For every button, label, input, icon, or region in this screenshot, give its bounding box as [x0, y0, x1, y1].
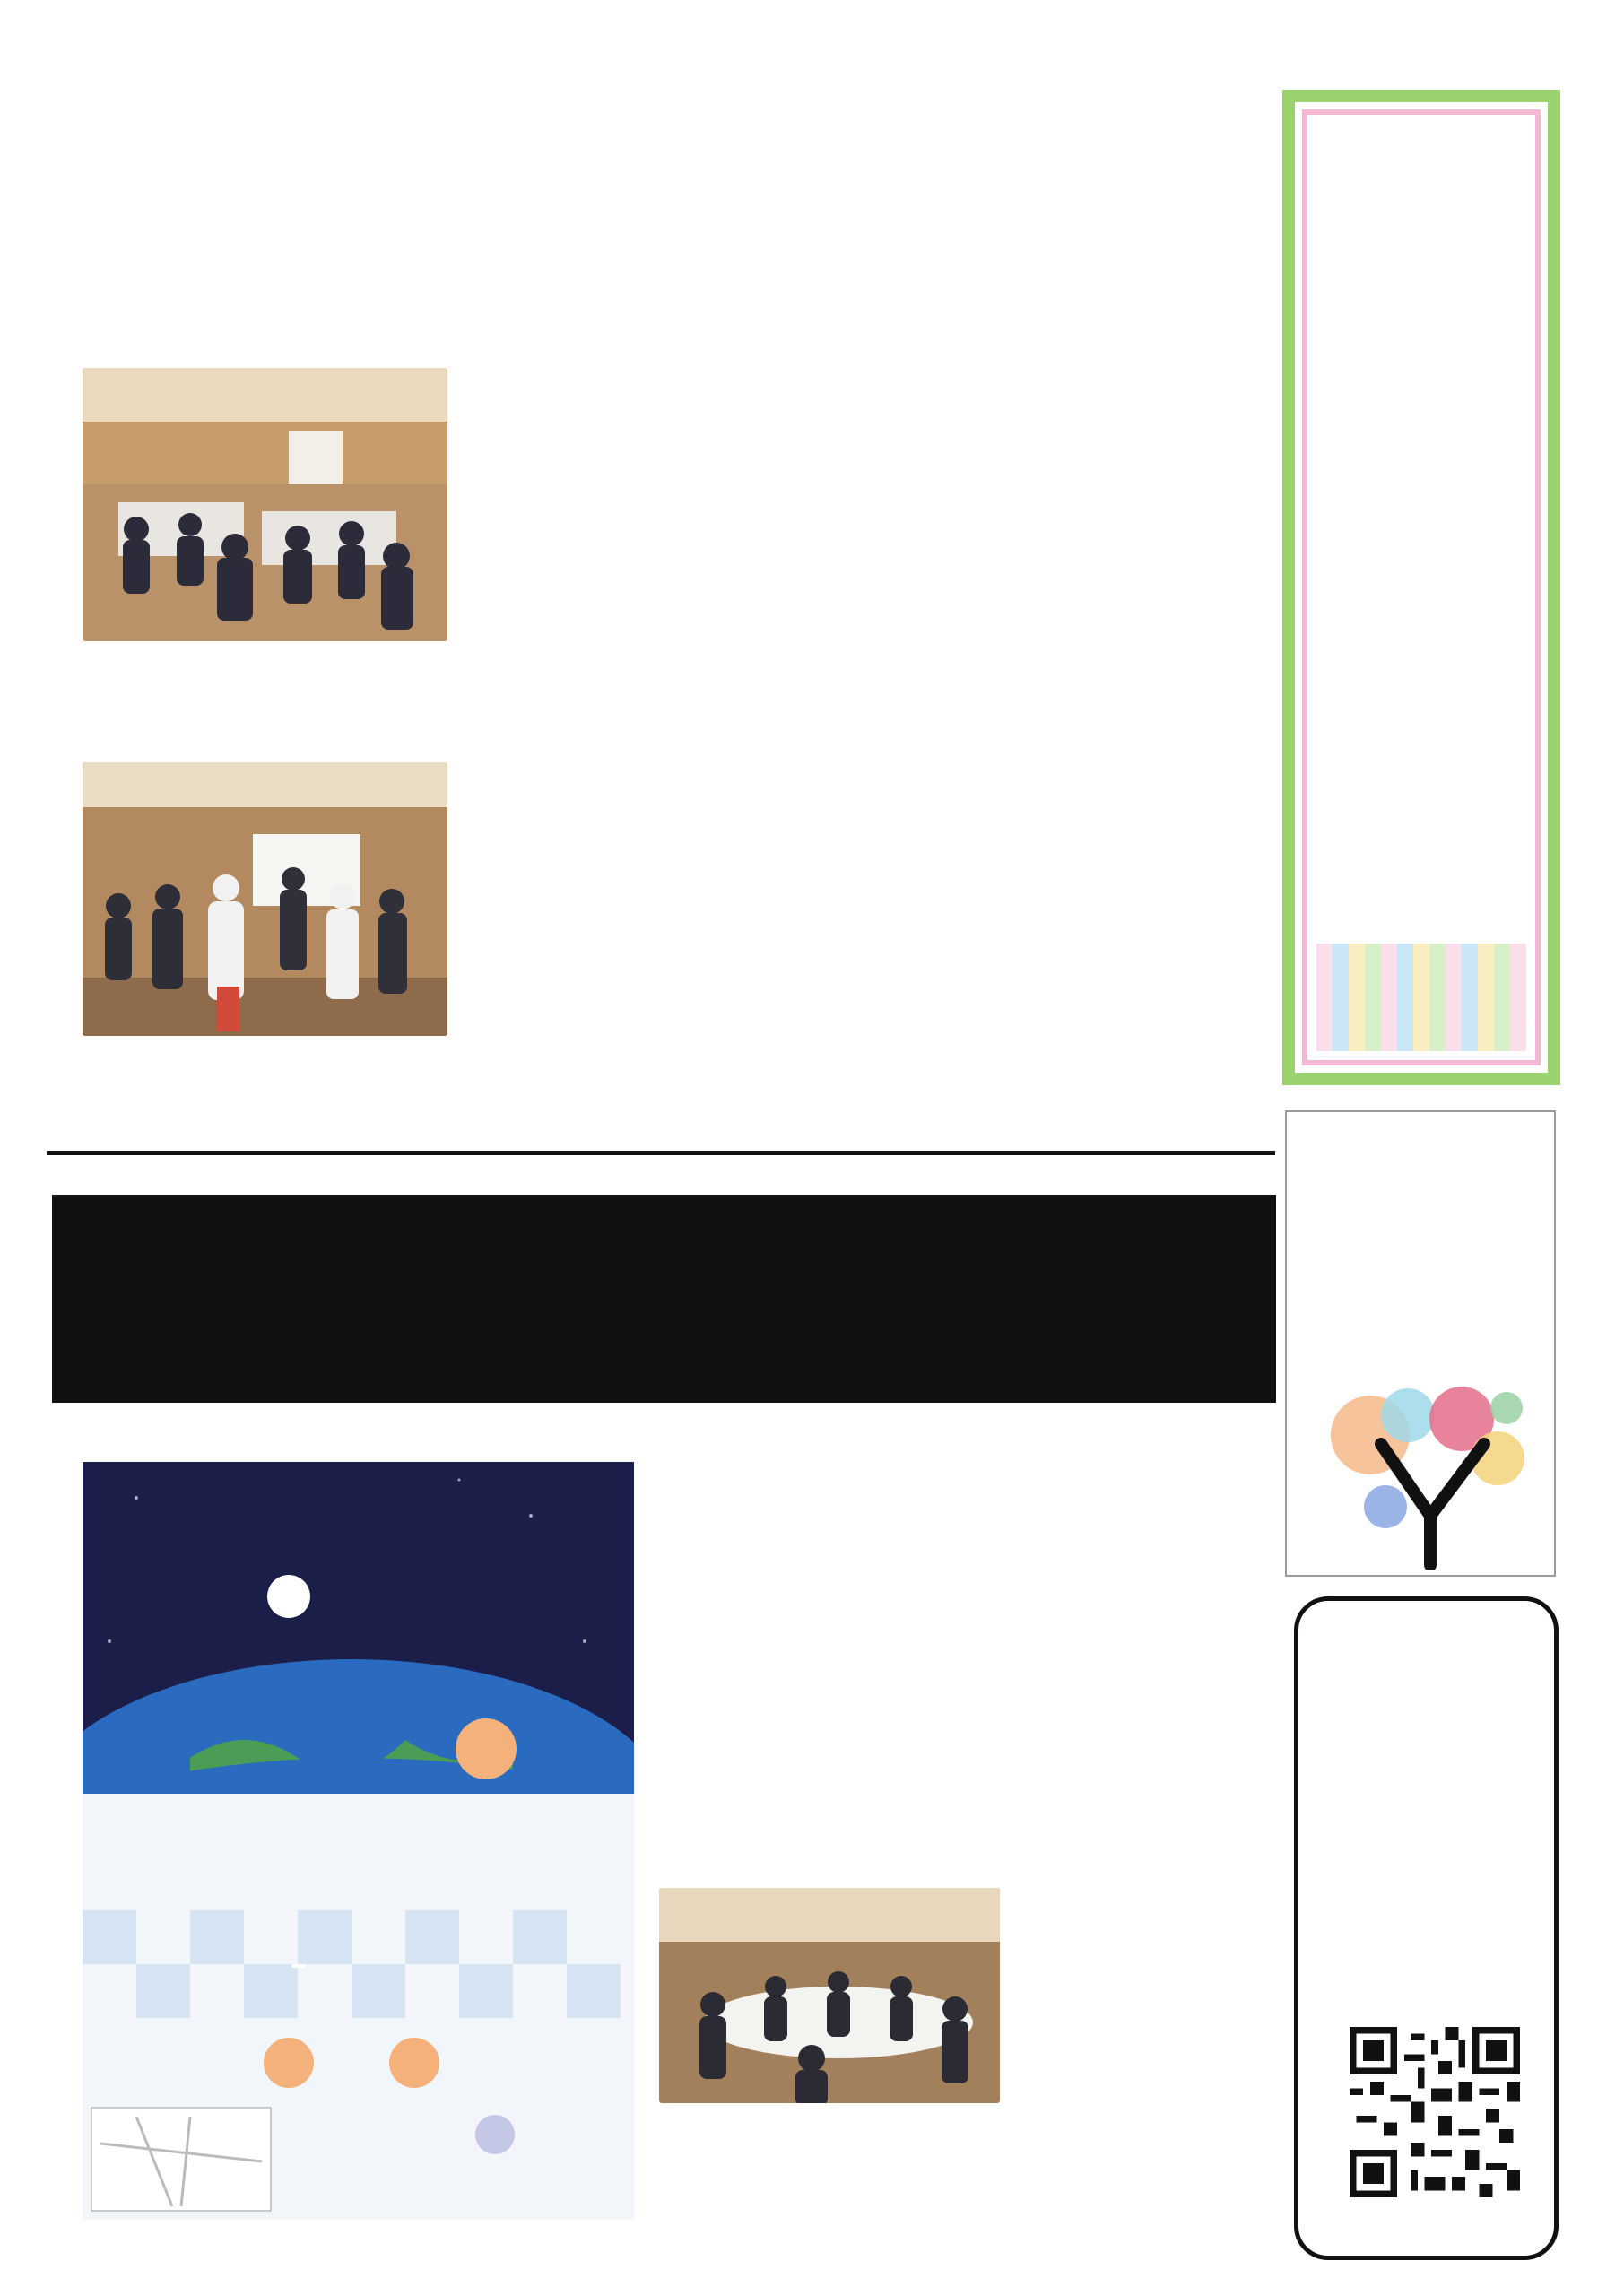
meeting-photo-final [659, 1888, 1000, 2103]
meeting-photo-sharing [83, 762, 447, 1036]
section-divider [47, 1151, 1275, 1155]
event-flyer [83, 1462, 634, 2220]
meeting-photo-groups [83, 368, 447, 641]
masthead-frame [1282, 90, 1560, 1085]
article1-text-right [516, 359, 1246, 1103]
article2-headline-banner [52, 1195, 1276, 1403]
qr-code[interactable] [1350, 2027, 1520, 2197]
yousquare-logo-icon [1318, 1381, 1551, 1570]
flyer-story-bubble [291, 1964, 306, 1968]
